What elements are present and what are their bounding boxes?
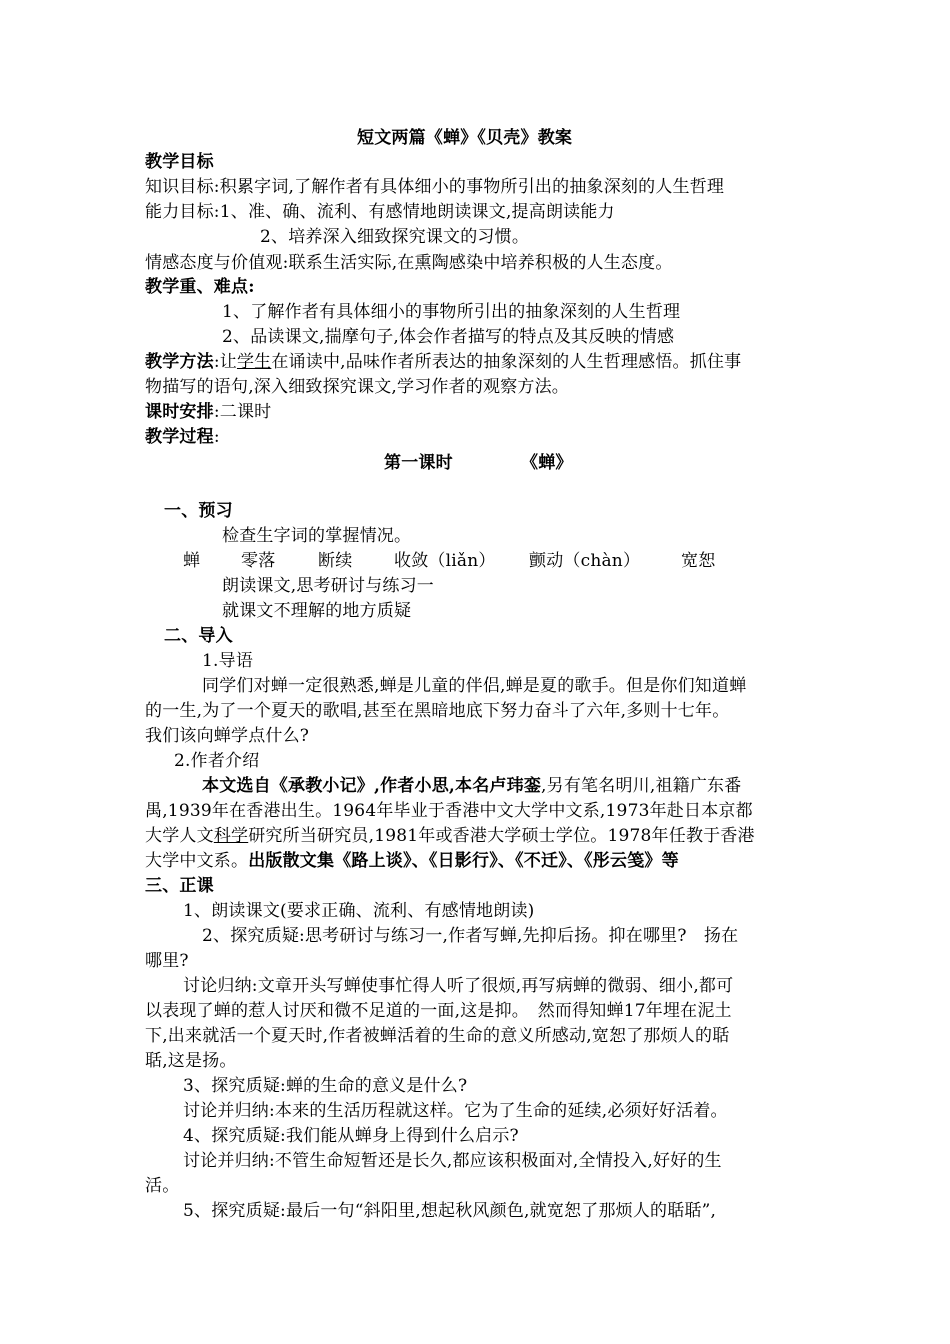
main-item: 4、探究质疑:我们能从蝉身上得到什么启示? <box>183 1126 519 1146</box>
process-colon: : <box>213 427 220 447</box>
author-text: 研究所当研究员,1981年或香港大学硕士学位。1978年任教于香港 <box>248 826 755 846</box>
goal-knowledge: 知识目标:积累字词,了解作者有具体细小的事物所引出的抽象深刻的人生哲理 <box>145 177 725 197</box>
vocab-item: 颤动（chàn） <box>529 551 641 571</box>
main-item-line: 讨论并归纳:本来的生活历程就这样。它为了生命的延续,必须好好活着。 <box>183 1101 728 1121</box>
teaching-method-line2: 物描写的语句,深入细致探究课文,学习作者的观察方法。 <box>145 377 570 397</box>
main-item-line: 以表现了蝉的惹人讨厌和微不足道的一面,这是抑。 然而得知蝉17年埋在泥土 <box>145 1001 732 1021</box>
author-text: 大学人文 <box>145 826 214 846</box>
key-points-heading: 教学重、难点: <box>145 277 255 297</box>
intro-sub-heading: 1.导语 <box>202 651 254 671</box>
schedule-label: 课时安排 <box>145 402 214 422</box>
author-paragraph-line: 禺,1939年在香港出生。1964年毕业于香港中文大学中文系,1973年赴日本京都 <box>145 801 753 821</box>
goal-emotion: 情感态度与价值观:联系生活实际,在熏陶感染中培养积极的人生态度。 <box>145 253 673 273</box>
process <box>145 425 220 449</box>
document-title: 短文两篇《蝉》《贝壳》教案 <box>357 128 573 148</box>
main-item-line: 哪里? <box>145 951 189 971</box>
main-item-line: 聒,这是扬。 <box>145 1051 237 1071</box>
goal-ability-1: 能力目标:1、准、确、流利、有感情地朗读课文,提高朗读能力 <box>145 202 615 222</box>
vocab-item: 断续 <box>318 551 353 571</box>
author-text: 大学中文系。 <box>145 851 249 871</box>
main-item: 2、探究质疑:思考研讨与练习一,作者写蝉,先抑后扬。抑在哪里? 扬在 <box>202 926 739 946</box>
main-item-line: 讨论并归纳:不管生命短暂还是长久,都应该积极面对,全情投入,好好的生 <box>183 1151 722 1171</box>
main-item-line: 讨论归纳:文章开头写蝉使事忙得人听了很烦,再写病蝉的微弱、细小,都可 <box>183 976 734 996</box>
key-point-1: 1、了解作者有具体细小的事物所引出的抽象深刻的人生哲理 <box>222 302 681 322</box>
goal-ability-2: 2、培养深入细致探究课文的习惯。 <box>260 227 530 247</box>
vocab-item: 蝉 <box>183 551 201 571</box>
intro-paragraph-line: 我们该向蝉学点什么? <box>145 726 310 746</box>
preview-question: 就课文不理解的地方质疑 <box>222 601 412 621</box>
intro-paragraph-line: 同学们对蝉一定很熟悉,蝉是儿童的伴侣,蝉是夏的歌手。但是你们知道蝉 <box>202 676 747 696</box>
author-paragraph-line <box>145 849 679 873</box>
author-paragraph-line <box>145 824 755 848</box>
method-text: 在诵读中,品味作者所表达的抽象深刻的人生哲理感悟。抓住事 <box>271 352 742 372</box>
lesson-heading: 第一课时 <box>384 453 453 473</box>
author-sub-heading: 2.作者介绍 <box>174 751 260 771</box>
process-label: 教学过程 <box>145 427 214 447</box>
vocab-item: 宽恕 <box>681 551 716 571</box>
schedule-value: :二课时 <box>213 402 272 422</box>
key-point-2: 2、品读课文,揣摩句子,体会作者描写的特点及其反映的情感 <box>222 327 675 347</box>
method-label: 教学方法 <box>145 352 214 372</box>
lesson-title: 《蝉》 <box>521 453 573 473</box>
intro-paragraph-line: 的一生,为了一个夏天的歌唱,甚至在黑暗地底下努力奋斗了六年,多则十七年。 <box>145 701 730 721</box>
main-item-line: 活。 <box>145 1176 180 1196</box>
schedule <box>145 400 271 424</box>
teaching-method <box>145 350 741 374</box>
main-item: 5、探究质疑:最后一句“斜阳里,想起秋风颜色,就宽恕了那烦人的聒聒”, <box>183 1201 717 1221</box>
science-link[interactable]: 科学 <box>213 826 249 846</box>
preview-check: 检查生字词的掌握情况。 <box>222 526 412 546</box>
section-main-heading: 三、正课 <box>145 876 214 896</box>
vocab-item: 收敛（liǎn） <box>394 551 496 571</box>
vocab-item: 零落 <box>241 551 276 571</box>
method-pre: :让 <box>213 352 237 372</box>
author-source: 本文选自《承教小记》,作者小思,本名卢玮銮 <box>202 776 542 796</box>
author-works: 出版散文集《路上谈》、《日影行》、《不迁》、《彤云笺》等 <box>248 851 679 871</box>
main-item-line: 下,出来就活一个夏天时,作者被蝉活着的生命的意义所感动,宽恕了那烦人的聒 <box>145 1026 730 1046</box>
section-preview-heading: 一、预习 <box>164 501 233 521</box>
goals-heading: 教学目标 <box>145 152 214 172</box>
section-intro-heading: 二、导入 <box>164 626 233 646</box>
preview-read: 朗读课文,思考研讨与练习一 <box>222 576 435 596</box>
author-alias: ,另有笔名明川,祖籍广东番 <box>541 776 742 796</box>
main-item: 3、探究质疑:蝉的生命的意义是什么? <box>183 1076 468 1096</box>
main-item: 1、朗读课文(要求正确、流利、有感情地朗读) <box>183 901 535 921</box>
students-link[interactable]: 学生 <box>236 352 272 372</box>
author-paragraph-line <box>202 774 741 798</box>
